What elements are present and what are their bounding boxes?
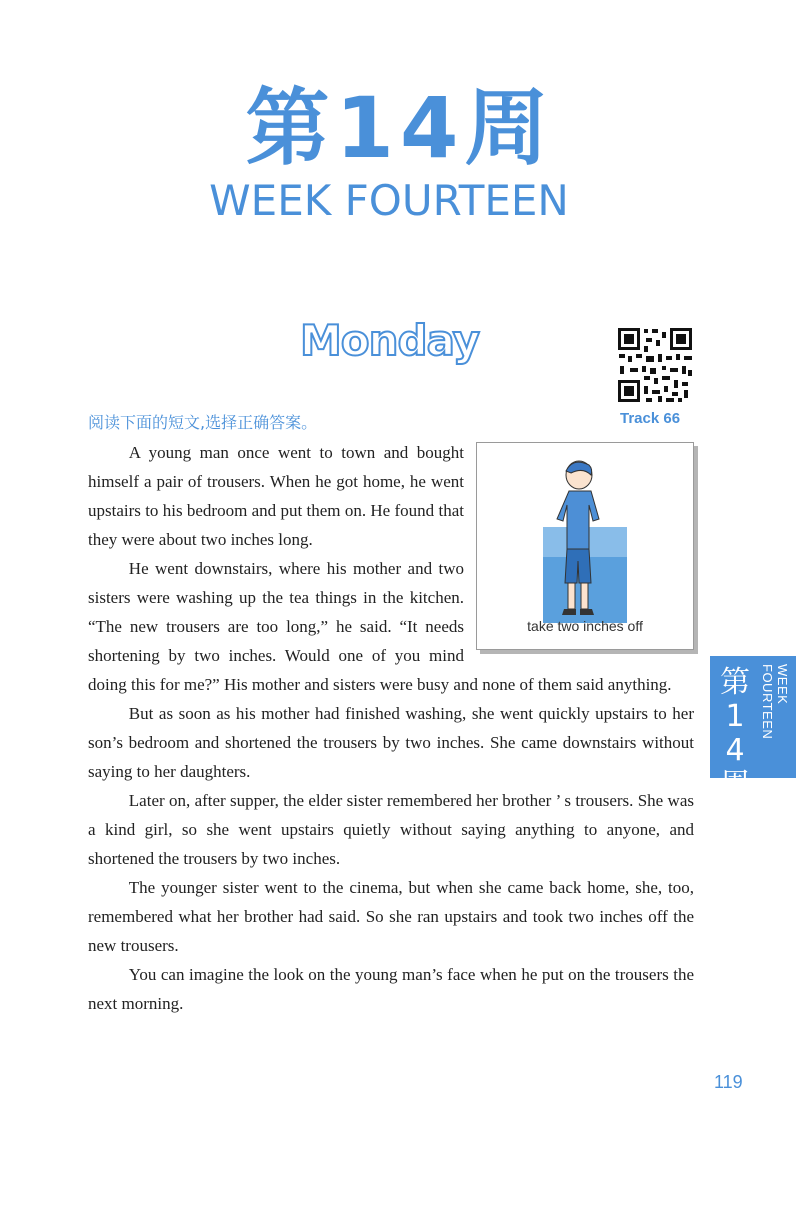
illustration-caption: take two inches off bbox=[527, 618, 643, 634]
paragraph: You can imagine the look on the young man’s face when he put on the trousers the next morning. bbox=[88, 965, 694, 1013]
paragraph: He went downstairs, where his mother and two sisters were washing up the tea things in the kitchen. “The new trousers are too long,” he said. “It needs shortening by two inches. Would one of you mind doing this for me?” His mother and sisters were busy and none of them said anything. bbox=[88, 559, 672, 694]
illustration-figure bbox=[476, 442, 694, 650]
paragraph: Later on, after supper, the elder sister remembered her brother ’ s trousers. She was a kind girl, so she went upstairs quietly without saying anything to anyone, and shortened the trousers by two inches. bbox=[88, 791, 694, 868]
side-tab-en: WEEK FOURTEEN bbox=[760, 664, 790, 740]
paragraph: But as soon as his mother had finished washing, she went quickly upstairs to her son’s bedroom and shortened the trousers by two inches. She came downstairs without saying to her daughters. bbox=[88, 704, 694, 781]
paragraph: A young man once went to town and bought himself a pair of trousers. When he got home, he went upstairs to his bedroom and put them on. He found that they were about two inches long. bbox=[88, 443, 464, 549]
paragraph: The younger sister went to the cinema, but when she came back home, she, too, remembered what her brother had said. So she ran upstairs and took two inches off the new trousers. bbox=[88, 878, 694, 955]
week-title-en: WEEK FOURTEEN bbox=[209, 176, 569, 225]
article-body bbox=[88, 438, 694, 1018]
boy-illustration-icon bbox=[543, 457, 627, 623]
audio-track-label: Track 66 bbox=[620, 410, 681, 427]
page-number: 119 bbox=[714, 1072, 743, 1092]
side-tab-cn: 第14周 bbox=[720, 665, 750, 802]
instruction-text: 阅读下面的短文,选择正确答案。 bbox=[88, 413, 318, 432]
qr-code-icon[interactable] bbox=[616, 326, 694, 404]
chapter-side-tab bbox=[710, 656, 796, 802]
day-heading: Monday bbox=[300, 316, 480, 365]
week-title-cn: 第14周 bbox=[245, 79, 555, 177]
